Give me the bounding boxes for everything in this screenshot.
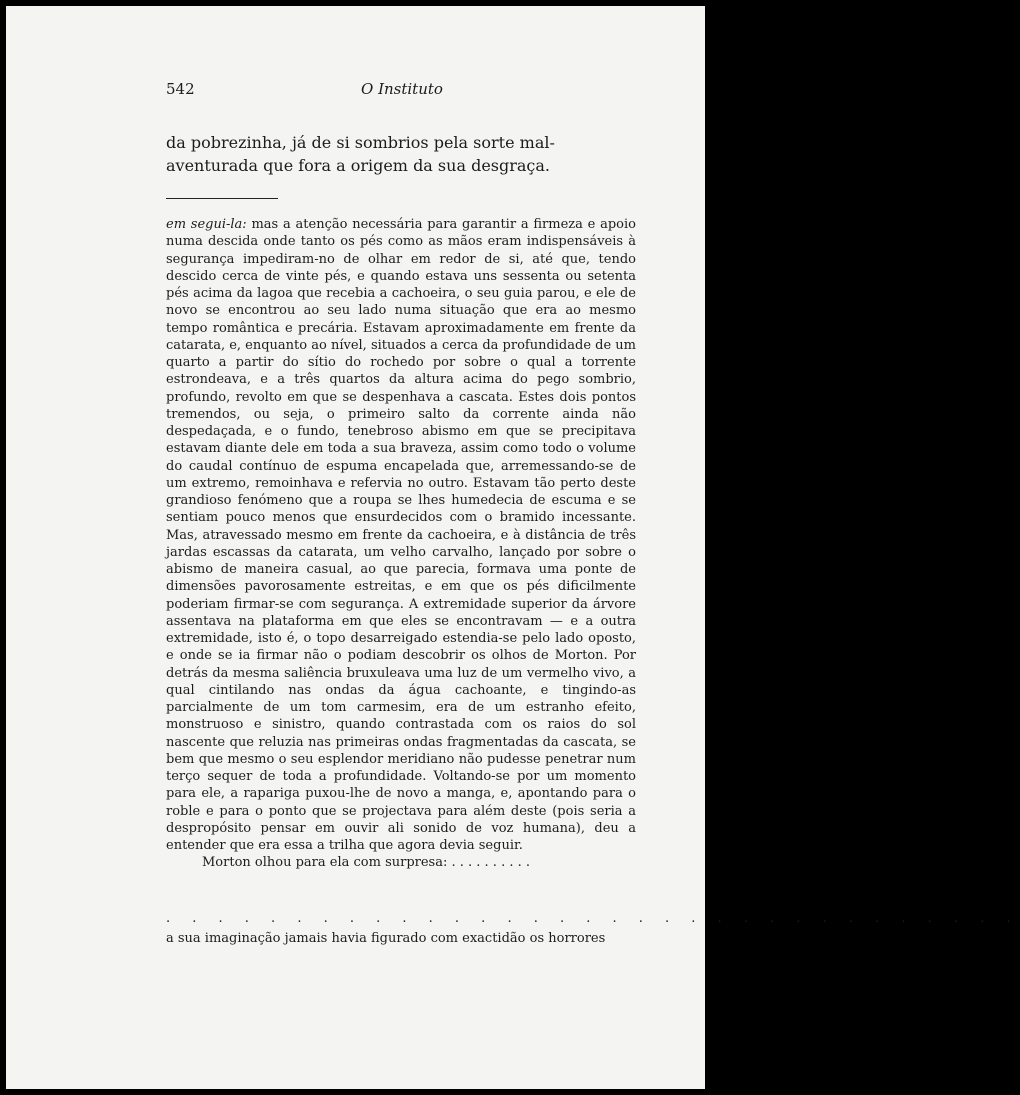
morton-paragraph: Morton olhou para ela com surpresa: . . . . . . . . . .: [202, 855, 531, 871]
ellipsis-row: . . . . . . . . . . . . . . . . . . . . . . . . . . . . . . . . .: [166, 911, 1020, 926]
main-paragraph-text: mas a atenção necessária para garantir a firmeza e apoio numa descida onde tanto os pés como as mãos eram indispensáveis à segurança impediram-no de olhar em redor de si, até que, tendo descido cerca de vinte pés, e quando estava uns sessenta ou setenta pés acima da lagoa que recebia a cachoeira, o seu guia parou, e ele de novo se encontrou ao seu lado numa situação que era ao mesmo tempo romântica e precária. Estavam aproximadamente em frente da catarata, e, enquanto ao nível, situados a cerca da profundidade de um quarto a partir do sítio do rochedo por sobre o qual a torrente estrondeava, e a três quartos da altura acima do pego sombrio, profundo, revolto em que se despenhava a cascata. Estes dois pontos tremendos, ou seja, o primeiro salto da corrente ainda não despedaçada, e o fundo, tenebroso abismo em que se precipitava estavam diante dele em toda a sua braveza, assim como todo o volume do caudal contínuo de espuma encapelada que, arremessando-se de um extremo, remoinhava e refervia no outro. Estavam tão perto deste grandioso fenómeno que a roupa se lhes humedecia de escuma e se sentiam pouco menos que ensurdecidos com o bramido incessante. Mas, atravessado mesmo em frente da cachoeira, e à distância de três jardas escassas da catarata, um velho carvalho, lançado por sobre o abismo de maneira casual, ao que parecia, formava uma ponte de dimensões pavorosamente estreitas, e em que os pés dificilmente poderiam firmar-se com segurança. A extremidade superior da árvore assentava na plataforma em que eles se encontravam — e a outra extremidade, isto é, o topo desarreigado estendia-se pelo lado oposto, e onde se ia firmar não o podiam descobrir os olhos de Morton. Por detrás da mesma saliência bruxuleava uma luz de um vermelho vivo, a qual cintilando nas ondas da água cachoante, e tingindo-as parcialmente de um tom carmesim, era de um estranho efeito, monstruoso e sinistro, quando contrastada com os raios do sol nascente que reluzia nas primeiras ondas fragmentadas da cascata, se bem que mesmo o seu esplendor meridiano não pudesse penetrar num terço sequer de toda a profundidade. Voltando-se por um momento para ele, a rapariga puxou-lhe de novo a manga, e, apontando para o roble e para o ponto que se projectava para além deste (pois seria a despropósito pensar em ouvir ali sonido de voz humana), deu a entender que era essa a trilha que agora devia seguir.: [166, 217, 636, 853]
intro-paragraph: [166, 131, 636, 177]
page-number: 542: [166, 80, 195, 98]
body-text: [166, 216, 636, 872]
section-divider: [166, 198, 278, 199]
main-paragraph: [166, 216, 636, 854]
lead-italic: em segui-la:: [166, 217, 247, 232]
intro-text: da pobrezinha, já de si sombrios pela sorte mal-aventurada que fora a origem da sua desgraça.: [166, 133, 555, 175]
running-title: O Instituto: [361, 80, 443, 98]
last-line: a sua imaginação jamais havia figurado com exactidão os horrores: [166, 931, 606, 946]
